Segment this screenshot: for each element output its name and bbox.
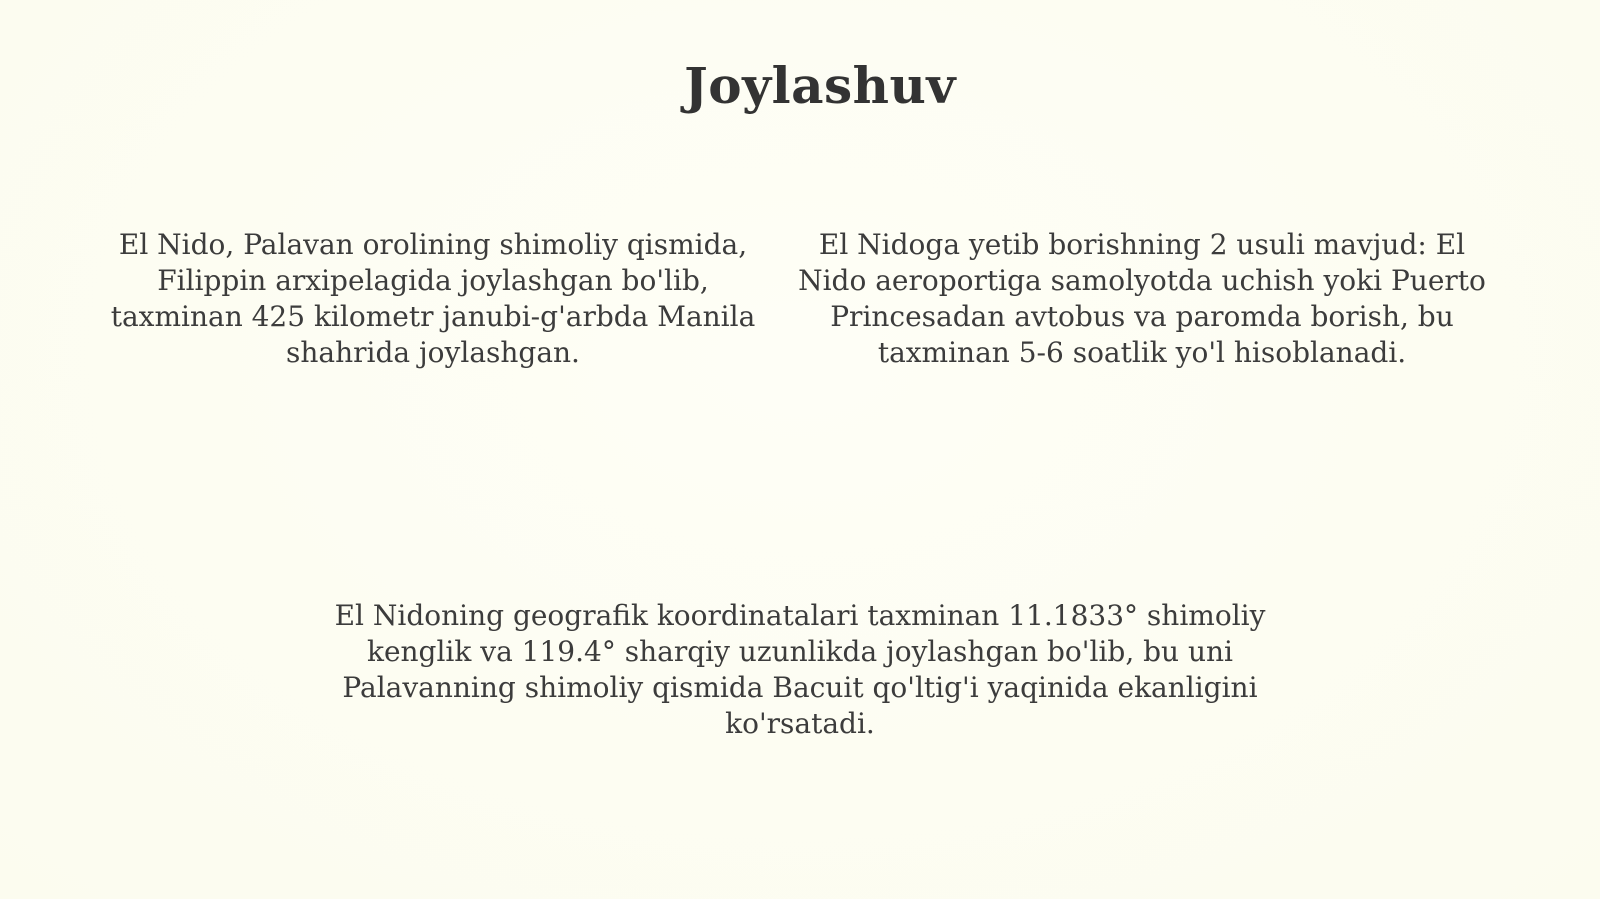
location-paragraph: El Nido, Palavan orolining shimoliy qismida, Filippin arxipelagida joylashgan bo'lib, taxminan 425 kilometr janubi-g'arbda Manila shahrida joylashgan. [110,228,756,369]
travel-paragraph: El Nidoga yetib borishning 2 usuli mavjud: El Nido aeroportiga samolyotda uchish yoki Puerto Princesadan avtobus va paromda borish, bu taxminan 5-6 soatlik yo'l hisoblanadi. [798,228,1486,369]
slide-title: Joylashuv [684,56,956,115]
coordinates-paragraph: El Nidoning geografik koordinatalari taxminan 11.1833° shimoliy kenglik va 119.4° sharqiy uzunlikda joylashgan bo'lib, bu uni Palavanning shimoliy qismida Bacuit qo'ltig'i yaqinida ekanligini ko'rsatadi. [334,599,1266,740]
